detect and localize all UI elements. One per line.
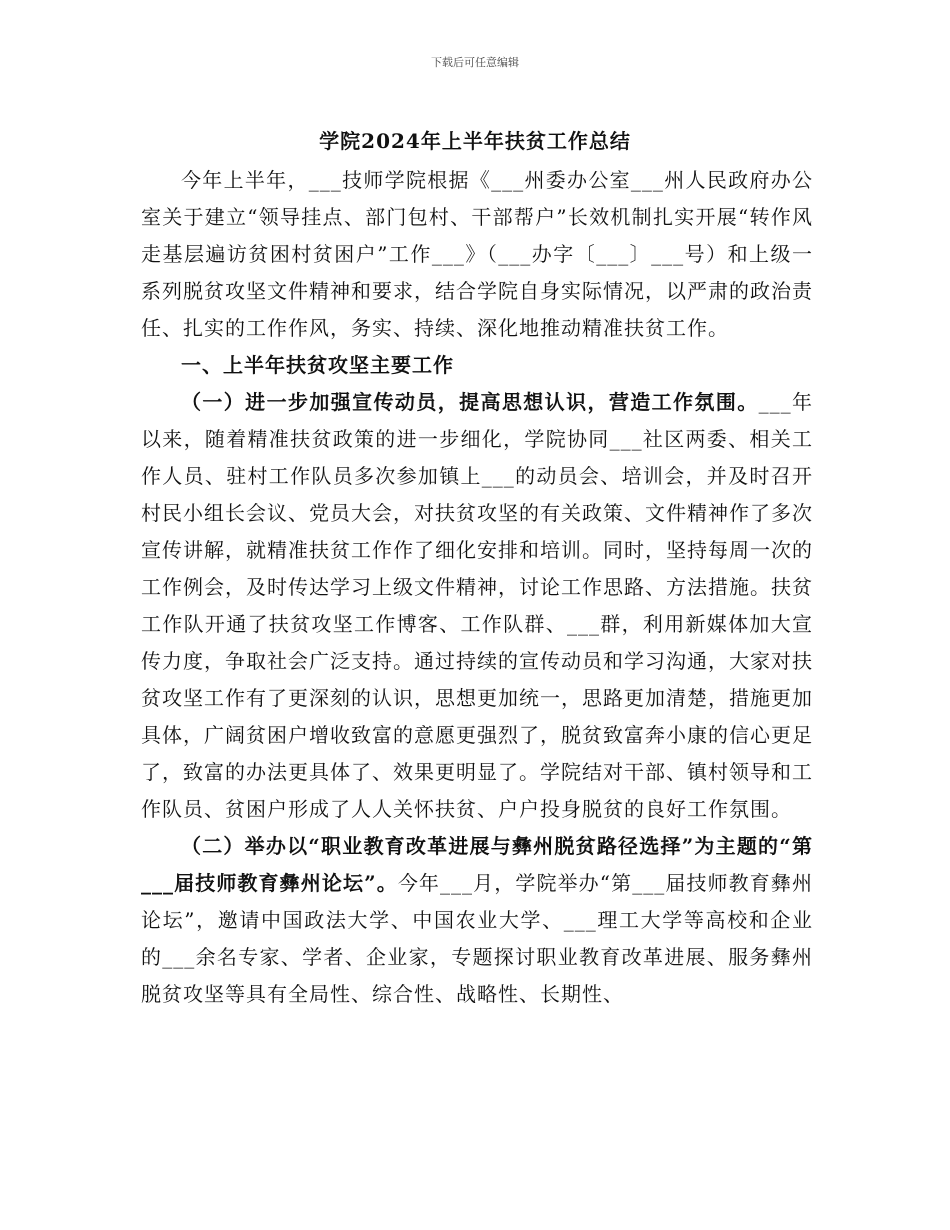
section-heading: 一、上半年扶贫攻坚主要工作 [181,353,454,377]
document-body [141,162,813,1013]
item2-paragraph [141,828,813,1013]
page-header: 下载后可任意编辑 [431,56,519,69]
item1-body: ___年以来，随着精准扶贫政策的进一步细化，学院协同___社区两委、相关工作人员、驻村工作队员多次参加镇上___的动员会、培训会，并及时召开村民小组长会议、党员大会，对扶贫攻坚的有关政策、文件精神作了多次宣传讲解，就精准扶贫工作作了细化安排和培训。同时，坚持每周一次的工作例会，及时传达学习上级文件精神，讨论工作思路、方法措施。扶贫工作队开通了扶贫攻坚工作博客、工作队群、___群，利用新媒体加大宣传力度，争取社会广泛支持。通过持续的宣传动员和学习沟通，大家对扶贫攻坚工作有了更深刻的认识，思想更加统一，思路更加清楚，措施更加具体，广阔贫困户增收致富的意愿更强烈了，脱贫致富奔小康的信心更足了，致富的办法更具体了、效果更明显了。学院结对干部、镇村领导和工作队员、贫困户形成了人人关怀扶贫、户户投身脱贫的良好工作氛围。 [141,390,814,821]
intro-paragraph: 今年上半年，___技师学院根据《___州委办公室___州人民政府办公室关于建立“领导挂点、部门包村、干部帮户”长效机制扎实开展“转作风走基层遍访贫困村贫困户”工作___》（___办字〔___〕___号）和上级一系列脱贫攻坚文件精神和要求，结合学院自身实际情况，以严肃的政治责任、扎实的工作作风，务实、持续、深化地推动精准扶贫工作。 [141,168,813,340]
item1-paragraph [141,384,813,828]
item1-title: （一）进一步加强宣传动员，提高思想认识，营造工作氛围。 [181,390,759,414]
document-title: 学院2024年上半年扶贫工作总结 [319,129,631,153]
item2-body: 今年___月，学院举办“第___届技师教育彝州论坛”，邀请中国政法大学、中国农业大学、___理工大学等高校和企业的___余名专家、学者、企业家，专题探讨职业教育改革进展、服务彝州脱贫攻坚等具有全局性、综合性、战略性、长期性、 [141,871,813,1006]
item2-title: （二）举办以“职业教育改革进展与彝州脱贫路径选择”为主题的“第___届技师教育彝州论坛”。 [141,834,813,895]
